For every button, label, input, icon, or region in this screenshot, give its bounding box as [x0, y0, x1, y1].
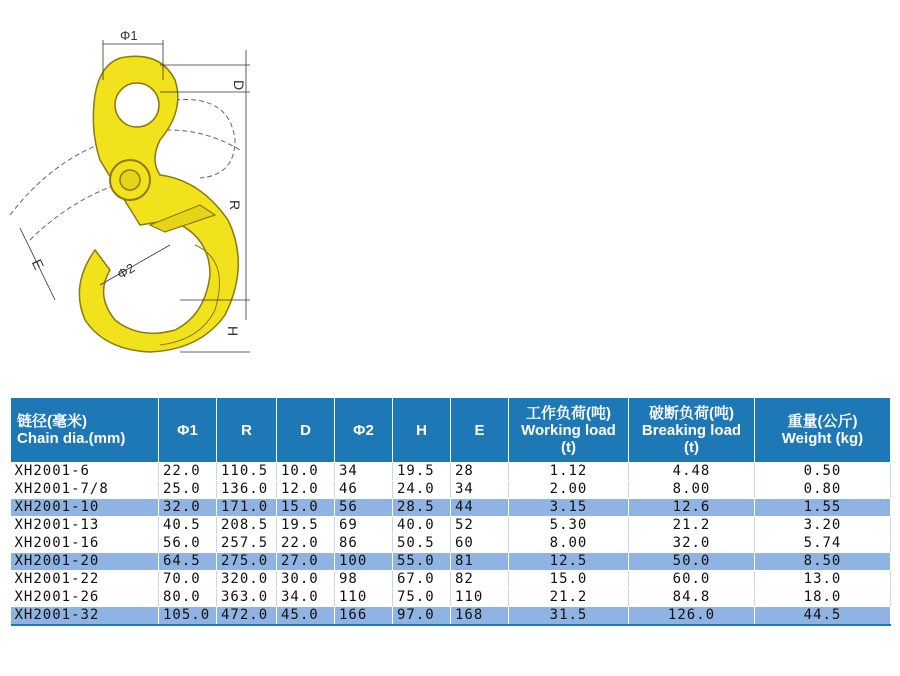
cell-model: XH2001-32 [11, 607, 159, 626]
cell-model: XH2001-22 [11, 571, 159, 589]
cell-e: 60 [451, 535, 509, 553]
cell-model: XH2001-26 [11, 589, 159, 607]
cell-r: 320.0 [217, 571, 277, 589]
cell-breaking-load: 84.8 [629, 589, 755, 607]
cell-weight: 0.50 [755, 463, 891, 481]
cell-working-load: 5.30 [509, 517, 629, 535]
cell-h: 55.0 [393, 553, 451, 571]
cell-phi2: 110 [335, 589, 393, 607]
cell-r: 257.5 [217, 535, 277, 553]
swing-circle [175, 100, 235, 179]
cell-weight: 8.50 [755, 553, 891, 571]
table-row [11, 499, 891, 517]
cell-h: 24.0 [393, 481, 451, 499]
cell-breaking-load: 21.2 [629, 517, 755, 535]
cell-e: 81 [451, 553, 509, 571]
cell-h: 40.0 [393, 517, 451, 535]
cell-d: 15.0 [277, 499, 335, 517]
cell-model: XH2001-20 [11, 553, 159, 571]
cell-phi1: 80.0 [159, 589, 217, 607]
table-row [11, 553, 891, 571]
cell-working-load: 15.0 [509, 571, 629, 589]
cell-phi2: 100 [335, 553, 393, 571]
table-row [11, 535, 891, 553]
cell-e: 34 [451, 481, 509, 499]
label-h: H [225, 326, 241, 337]
header-phi2: Φ2 [335, 398, 393, 463]
cell-h: 97.0 [393, 607, 451, 626]
cell-breaking-load: 60.0 [629, 571, 755, 589]
cell-d: 10.0 [277, 463, 335, 481]
cell-phi2: 166 [335, 607, 393, 626]
cell-working-load: 1.12 [509, 463, 629, 481]
cell-phi2: 98 [335, 571, 393, 589]
cell-breaking-load: 12.6 [629, 499, 755, 517]
header-d: D [277, 398, 335, 463]
header-phi1: Φ1 [159, 398, 217, 463]
cell-h: 75.0 [393, 589, 451, 607]
cell-r: 136.0 [217, 481, 277, 499]
cell-d: 19.5 [277, 517, 335, 535]
cell-d: 27.0 [277, 553, 335, 571]
cell-phi1: 40.5 [159, 517, 217, 535]
header-r: R [217, 398, 277, 463]
cell-r: 275.0 [217, 553, 277, 571]
label-r: R [227, 200, 243, 211]
table-header-row [11, 398, 891, 463]
cell-phi1: 64.5 [159, 553, 217, 571]
label-d: D [231, 80, 247, 91]
cell-r: 110.5 [217, 463, 277, 481]
cell-d: 34.0 [277, 589, 335, 607]
cell-phi1: 32.0 [159, 499, 217, 517]
spec-table [10, 397, 891, 626]
cell-h: 50.5 [393, 535, 451, 553]
table-row [11, 589, 891, 607]
cell-phi1: 70.0 [159, 571, 217, 589]
cell-phi2: 69 [335, 517, 393, 535]
header-h: H [393, 398, 451, 463]
bolt-center [120, 170, 140, 190]
cell-phi2: 46 [335, 481, 393, 499]
cell-phi2: 86 [335, 535, 393, 553]
cell-r: 472.0 [217, 607, 277, 626]
cell-phi2: 56 [335, 499, 393, 517]
cell-d: 22.0 [277, 535, 335, 553]
cell-d: 45.0 [277, 607, 335, 626]
cell-breaking-load: 126.0 [629, 607, 755, 626]
table-row [11, 571, 891, 589]
eye-hole [115, 83, 159, 127]
cell-weight: 13.0 [755, 571, 891, 589]
cell-r: 171.0 [217, 499, 277, 517]
label-phi2: Φ2 [114, 260, 138, 282]
cell-phi2: 34 [335, 463, 393, 481]
cell-breaking-load: 50.0 [629, 553, 755, 571]
cell-weight: 0.80 [755, 481, 891, 499]
cell-e: 82 [451, 571, 509, 589]
table-row [11, 463, 891, 481]
cell-weight: 5.74 [755, 535, 891, 553]
cell-e: 52 [451, 517, 509, 535]
header-chain-dia: 链径(毫米) Chain dia.(mm) [11, 398, 159, 463]
cell-h: 28.5 [393, 499, 451, 517]
label-e: E [28, 256, 48, 272]
cell-d: 12.0 [277, 481, 335, 499]
cell-model: XH2001-13 [11, 517, 159, 535]
cell-breaking-load: 4.48 [629, 463, 755, 481]
cell-model: XH2001-7/8 [11, 481, 159, 499]
cell-model: XH2001-10 [11, 499, 159, 517]
table-body [11, 463, 891, 626]
cell-e: 28 [451, 463, 509, 481]
cell-h: 67.0 [393, 571, 451, 589]
cell-phi1: 105.0 [159, 607, 217, 626]
cell-model: XH2001-6 [11, 463, 159, 481]
cell-working-load: 2.00 [509, 481, 629, 499]
cell-e: 110 [451, 589, 509, 607]
cell-breaking-load: 8.00 [629, 481, 755, 499]
cell-weight: 3.20 [755, 517, 891, 535]
cell-r: 208.5 [217, 517, 277, 535]
cell-d: 30.0 [277, 571, 335, 589]
cell-phi1: 56.0 [159, 535, 217, 553]
cell-working-load: 21.2 [509, 589, 629, 607]
cell-weight: 44.5 [755, 607, 891, 626]
cell-model: XH2001-16 [11, 535, 159, 553]
header-breaking-load: 破断负荷(吨) Breaking load (t) [629, 398, 755, 463]
cell-e: 168 [451, 607, 509, 626]
cell-weight: 18.0 [755, 589, 891, 607]
cell-phi1: 22.0 [159, 463, 217, 481]
table-row [11, 517, 891, 535]
cell-breaking-load: 32.0 [629, 535, 755, 553]
hook-drawing [0, 0, 300, 380]
cell-working-load: 12.5 [509, 553, 629, 571]
header-weight: 重量(公斤) Weight (kg) [755, 398, 891, 463]
header-working-load: 工作负荷(吨) Working load (t) [509, 398, 629, 463]
cell-phi1: 25.0 [159, 481, 217, 499]
cell-h: 19.5 [393, 463, 451, 481]
cell-r: 363.0 [217, 589, 277, 607]
cell-working-load: 8.00 [509, 535, 629, 553]
cell-working-load: 31.5 [509, 607, 629, 626]
cell-e: 44 [451, 499, 509, 517]
cell-working-load: 3.15 [509, 499, 629, 517]
table-row [11, 607, 891, 626]
label-phi1: Φ1 [120, 28, 138, 43]
header-e: E [451, 398, 509, 463]
table-row [11, 481, 891, 499]
cell-weight: 1.55 [755, 499, 891, 517]
